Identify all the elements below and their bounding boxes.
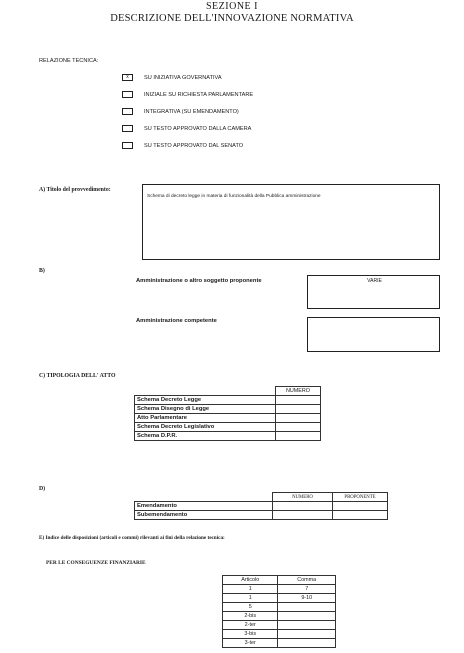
tipologia-cell: Schema Decreto Legislativo (135, 423, 276, 432)
table-row (135, 511, 388, 520)
tipologia-cell: Schema Disegno di Legge (135, 405, 276, 414)
numero-cell[interactable] (276, 396, 321, 405)
option-row (122, 142, 362, 152)
competente-label: Amministrazione competente (136, 318, 217, 324)
section-e-subtitle: PER LE CONSEGUENZE FINANZIARIE (46, 560, 146, 566)
comma-cell (278, 639, 336, 648)
tipologia-cell: Schema D.P.R. (135, 432, 276, 441)
articoli-table (222, 575, 336, 648)
table-row (223, 612, 336, 621)
section-heading: SEZIONE I (206, 1, 258, 12)
proponente-label: Amministrazione o altro soggetto proponente (136, 278, 262, 284)
articolo-cell: 2-bis (223, 612, 278, 621)
tipologia-cell: Schema Decreto Legge (135, 396, 276, 405)
emendamento-table (134, 492, 388, 520)
comma-cell: 7 (278, 585, 336, 594)
numero-cell[interactable] (276, 423, 321, 432)
table-row (135, 414, 321, 423)
proponente-value: VARIE (367, 278, 382, 284)
numero-cell[interactable] (276, 414, 321, 423)
comma-header: Comma (278, 576, 336, 585)
articolo-cell: 1 (223, 585, 278, 594)
table-header-row (223, 576, 336, 585)
emendamento-cell: Subemendamento (135, 511, 273, 520)
option-row (122, 91, 362, 101)
numero-cell[interactable] (273, 502, 333, 511)
comma-cell (278, 603, 336, 612)
comma-cell (278, 621, 336, 630)
numero-header: NUMERO (273, 493, 333, 502)
table-row (223, 621, 336, 630)
table-row (135, 502, 388, 511)
option-label: SU TESTO APPROVATO DAL SENATO (144, 142, 244, 149)
articolo-cell: 3-ter (223, 639, 278, 648)
option-row (122, 108, 362, 118)
comma-cell (278, 630, 336, 639)
articolo-cell: 5 (223, 603, 278, 612)
tipologia-cell: Atto Parlamentare (135, 414, 276, 423)
section-a-label: A) Titolo del provvedimento: (39, 187, 111, 193)
table-row (223, 639, 336, 648)
table-row (223, 594, 336, 603)
table-row (135, 432, 321, 441)
articolo-cell: 2-ter (223, 621, 278, 630)
section-b-label: B) (39, 268, 45, 274)
checkbox-integrativa[interactable] (122, 108, 133, 115)
checkbox-governativa[interactable]: x (122, 74, 133, 81)
numero-cell[interactable] (273, 511, 333, 520)
option-label: INIZIALE SU RICHIESTA PARLAMENTARE (144, 91, 254, 98)
relazione-label: RELAZIONE TECNICA: (39, 58, 99, 64)
proponente-field[interactable] (307, 275, 440, 309)
section-d-label: D) (39, 486, 46, 492)
table-row (135, 405, 321, 414)
competente-field[interactable] (307, 317, 440, 352)
section-e-label: E) Indice delle disposizioni (articoli e commi) rilevanti ai fini della relazione tecnica: (39, 535, 225, 541)
tipologia-table (134, 386, 321, 441)
section-c-label: C) TIPOLOGIA DELL' ATTO (39, 373, 116, 379)
table-header-row (135, 387, 321, 396)
table-row (223, 630, 336, 639)
titolo-field[interactable] (142, 184, 440, 260)
numero-header: NUMERO (276, 387, 321, 396)
proponente-header: PROPONENTE (333, 493, 388, 502)
proponente-cell[interactable] (333, 511, 388, 520)
option-row (122, 74, 362, 84)
checkbox-richiesta-parlamentare[interactable] (122, 91, 133, 98)
option-label: SU INIZIATIVA GOVERNATIVA (144, 74, 222, 81)
table-row (135, 396, 321, 405)
table-row (135, 423, 321, 432)
option-row (122, 125, 362, 135)
articolo-header: Articolo (223, 576, 278, 585)
table-row (223, 603, 336, 612)
articolo-cell: 1 (223, 594, 278, 603)
articolo-cell: 3-bis (223, 630, 278, 639)
proponente-cell[interactable] (333, 502, 388, 511)
emendamento-cell: Emendamento (135, 502, 273, 511)
checkbox-camera[interactable] (122, 125, 133, 132)
page-title: DESCRIZIONE DELL'INNOVAZIONE NORMATIVA (110, 13, 354, 24)
comma-cell: 9-10 (278, 594, 336, 603)
numero-cell[interactable] (276, 405, 321, 414)
checkbox-senato[interactable] (122, 142, 133, 149)
numero-cell[interactable] (276, 432, 321, 441)
table-row (223, 585, 336, 594)
comma-cell (278, 612, 336, 621)
table-header-row (135, 493, 388, 502)
option-label: SU TESTO APPROVATO DALLA CAMERA (144, 125, 252, 132)
titolo-value: Schema di decreto legge in materia di funzionalità della Pubblica amministrazione (147, 194, 321, 199)
option-label: INTEGRATIVA (SU EMENDAMENTO) (144, 108, 239, 115)
